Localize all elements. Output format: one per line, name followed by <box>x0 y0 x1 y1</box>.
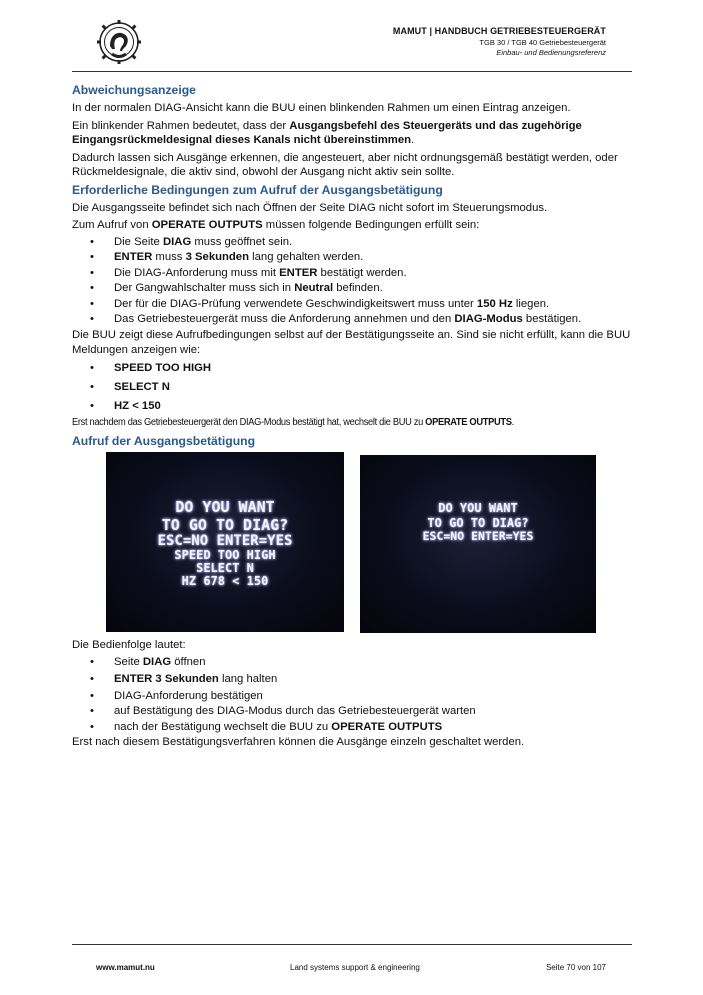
page-header <box>72 14 632 72</box>
list-item: • SELECT N <box>90 381 170 394</box>
screen-photos <box>72 452 632 642</box>
list-item: • nach der Bestätigung wechselt die BUU zu OPERATE OUTPUTS <box>90 720 443 733</box>
list-item: • Das Getriebesteuergerät muss die Anforderung annehmen und den DIAG-Modus bestätigen. <box>90 313 582 326</box>
note: Erst nachdem das Getriebesteuergerät den DIAG-Modus bestätigt hat, wechselt die BUU zu OPERATE OUTPUTS. <box>72 417 514 429</box>
diag-confirm-screen-with-conditions: DO YOU WANT TO GO TO DIAG? ESC=NO ENTER=YES SPEED TOO HIGH SELECT N HZ 678 < 150 <box>106 452 344 632</box>
paragraph: In der normalen DIAG-Ansicht kann die BUU einen blinkenden Rahmen um einen Eintrag anzeigen. <box>72 102 571 114</box>
heading-invoke-output-operation: Aufruf der Ausgangsbetätigung <box>72 434 256 449</box>
page-footer <box>72 944 632 974</box>
paragraph: Die BUU zeigt diese Aufrufbedingungen selbst auf der Bestätigungsseite an. Sind sie nicht erfüllt, kann die BUU Meldungen anzeigen wie: <box>72 329 631 356</box>
paragraph: Dadurch lassen sich Ausgänge erkennen, die angesteuert, aber nicht ordnungsgemäß bestätigt werden, oder Rückmeldesignale, die aktiv sind, obwohl der Ausgang nicht aktiv sein sollte. <box>72 151 618 178</box>
paragraph: Die Bedienfolge lautet: <box>72 639 186 652</box>
paragraph: Die Ausgangsseite befindet sich nach Öffnen der Seite DIAG nicht sofort im Steuerungsmodus. <box>72 201 548 214</box>
page-content <box>72 83 632 750</box>
document-title: MAMUT | HANDBUCH GETRIEBESTEUERGERÄT <box>392 26 606 36</box>
list-item: • auf Bestätigung des DIAG-Modus durch das Getriebesteuergerät warten <box>90 705 476 718</box>
list-item: • Die Seite DIAG muss geöffnet sein. <box>90 235 293 248</box>
list-item: • HZ < 150 <box>90 400 161 413</box>
footer-tagline: Land systems support & engineering <box>290 963 420 972</box>
footer-url: www.mamut.nu <box>96 963 155 972</box>
list-item: • SPEED TOO HIGH <box>90 362 212 375</box>
diag-confirm-screen: DO YOU WANT TO GO TO DIAG? ESC=NO ENTER=YES <box>360 455 596 633</box>
list-item: • DIAG-Anforderung bestätigen <box>90 689 263 702</box>
list-item: • Der Gangwahlschalter muss sich in Neutral befinden. <box>90 282 383 295</box>
list-item: • Die DIAG-Anforderung muss mit ENTER bestätigt werden. <box>90 266 407 279</box>
messages-list <box>72 359 632 416</box>
conditions-list <box>72 235 632 329</box>
paragraph: Ein blinkender Rahmen bedeutet, dass der Ausgangsbefehl des Steuergeräts und das zugehörige Eingangsrückmeldesignal dieses Kanals nicht übereinstimmen. <box>72 119 582 146</box>
paragraph: Erst nach diesem Bestätigungsverfahren können die Ausgänge einzeln geschaltet werden. <box>72 736 525 749</box>
list-item: • Der für die DIAG-Prüfung verwendete Geschwindigkeitswert muss unter 150 Hz liegen. <box>90 297 550 310</box>
list-item: • ENTER muss 3 Sekunden lang gehalten werden. <box>90 251 364 264</box>
sequence-list <box>72 654 632 736</box>
list-item: • Seite DIAG öffnen <box>90 655 206 668</box>
heading-required-conditions: Erforderliche Bedingungen zum Aufruf der Ausgangsbetätigung <box>72 182 443 197</box>
document-subtitle-2: Einbau- und Bedienungsreferenz <box>496 48 606 57</box>
paragraph: Zum Aufruf von OPERATE OUTPUTS müssen folgende Bedingungen erfüllt sein: <box>72 219 480 231</box>
list-item: • ENTER 3 Sekunden lang halten <box>90 673 278 686</box>
mamut-gear-logo-icon <box>94 18 144 68</box>
page-number: Seite 70 von 107 <box>545 963 606 972</box>
document-subtitle: TGB 30 / TGB 40 Getriebesteuergerät <box>479 38 606 47</box>
heading-deviation-display: Abweichungsanzeige <box>72 83 196 97</box>
